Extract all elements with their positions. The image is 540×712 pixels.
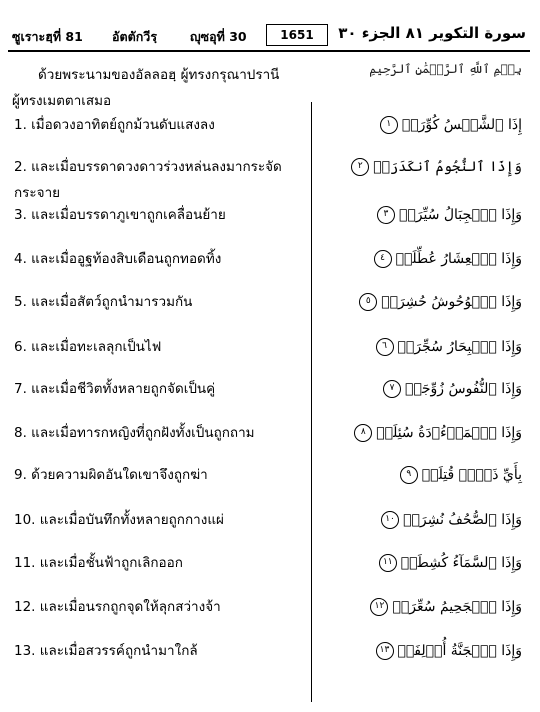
verse-number-marker: ٥ [359, 293, 377, 311]
verse-arabic-text: وَإِذَا ٱلۡجَنَّةُ أُزۡلِفَتۡ [397, 643, 522, 659]
verse-arabic [370, 598, 522, 616]
verse-arabic [379, 554, 522, 572]
page-number: 1651 [266, 24, 328, 46]
verse-arabic [377, 206, 522, 224]
verse-arabic-text: وَإِذَا ٱلۡعِشَارُ عُطِّلَتۡ [395, 251, 522, 267]
verse-arabic [400, 466, 522, 484]
verse-translation: 4. และเมื่ออูฐท้องสิบเดือนถูกทอดทิ้ง [14, 251, 222, 267]
verse-arabic [381, 511, 522, 529]
juz-number-thai: ญุซอุที่ 30 [190, 29, 247, 44]
verse-translation: 8. และเมื่อทารกหญิงที่ถูกฝังทั้งเป็นถูกถาม [14, 425, 255, 441]
verse-arabic [359, 293, 522, 311]
basmala-translation [12, 62, 312, 114]
verse-number-marker: ٤ [374, 250, 392, 268]
verse-number-marker: ٦ [376, 338, 394, 356]
verse-number-marker: ٩ [400, 466, 418, 484]
page-header [8, 20, 530, 52]
verse-arabic-text: إِذَا ٱلشَّمۡسُ كُوِّرَتۡ [401, 117, 522, 133]
surah-header-arabic: سورة التكوير ٨١ الجزء ٣٠ [338, 24, 526, 42]
basmala-translation-line2: ผู้ทรงเมตตาเสมอ [12, 93, 112, 109]
verse-arabic [376, 338, 522, 356]
verse-arabic-text: وَإِذَا ٱلۡبِحَارُ سُجِّرَتۡ [397, 339, 522, 355]
verse-arabic-text: وَإِذَا ٱلنُّجُومُ ٱنكَدَرَتۡ [373, 159, 522, 175]
verse-translation-line2: กระจาย [14, 185, 61, 201]
verse-translation: 6. และเมื่อทะเลลุกเป็นไฟ [14, 339, 162, 355]
surah-name-thai: อัตตักวีรฺ [112, 29, 158, 44]
verse-arabic [380, 116, 522, 134]
verse-translation-line1: 2. และเมื่อบรรดาดวงดาวร่วงหล่นลงมากระจัด [14, 159, 282, 175]
verse-number-marker: ١ [380, 116, 398, 134]
verse-arabic-text: وَإِذَا ٱلۡجِبَالُ سُيِّرَتۡ [398, 207, 522, 223]
basmala-arabic: بِسۡمِ ٱللَّهِ ٱلرَّحۡمَٰنِ ٱلرَّحِيمِ [369, 62, 522, 76]
basmala-translation-line1: ด้วยพระนามของอัลลอฮฺ ผู้ทรงกรุณาปรานี [38, 67, 280, 83]
verse-arabic [376, 642, 523, 660]
verse-arabic-text: وَإِذَا ٱلۡجَحِيمُ سُعِّرَتۡ [392, 599, 522, 615]
verse-translation: 5. และเมื่อสัตว์ถูกนำมารวมกัน [14, 294, 193, 310]
verse-arabic [351, 158, 522, 176]
verse-arabic-text: وَإِذَا ٱلصُّحُفُ نُشِرَتۡ [403, 512, 522, 528]
verse-translation: 7. และเมื่อชีวิตทั้งหลายถูกจัดเป็นคู่ [14, 381, 216, 397]
verse-number-marker: ٣ [377, 206, 395, 224]
verse-number-marker: ١٠ [381, 511, 399, 529]
verse-translation: 10. และเมื่อบันทึกทั้งหลายถูกกางแผ่ [14, 512, 224, 528]
verse-number-marker: ١١ [379, 554, 397, 572]
verse-arabic [374, 250, 522, 268]
verse-number-marker: ٢ [351, 158, 369, 176]
verse-arabic-text: بِأَيِّ ذَنۢبٖ قُتِلَتۡ [421, 467, 522, 483]
verse-arabic [354, 424, 522, 442]
verse-translation [14, 154, 306, 206]
verse-translation: 13. และเมื่อสวรรค์ถูกนำมาใกล้ [14, 643, 198, 659]
verse-translation: 12. และเมื่อนรกถูกจุดให้ลุกสว่างจ้า [14, 599, 221, 615]
verse-translation: 9. ด้วยความผิดอันใดเขาจึงถูกฆ่า [14, 467, 208, 483]
verse-translation: 1. เมื่อดวงอาทิตย์ถูกม้วนดับแสงลง [14, 117, 215, 133]
surah-number-thai: ซูเราะฮฺที่ 81 [12, 29, 83, 44]
verse-translation: 3. และเมื่อบรรดาภูเขาถูกเคลื่อนย้าย [14, 207, 226, 223]
verse-number-marker: ١٣ [376, 642, 394, 660]
verse-arabic-text: وَإِذَا ٱلنُّفُوسُ زُوِّجَتۡ [405, 381, 522, 397]
verse-number-marker: ٧ [383, 380, 401, 398]
verse-arabic-text: وَإِذَا ٱلسَّمَآءُ كُشِطَتۡ [400, 555, 522, 571]
verse-arabic-text: وَإِذَا ٱلۡوُحُوشُ حُشِرَتۡ [381, 294, 522, 310]
column-divider [311, 102, 312, 702]
verse-number-marker: ٨ [354, 424, 372, 442]
verse-number-marker: ١٢ [370, 598, 388, 616]
verse-translation: 11. และเมื่อชั้นฟ้าถูกเลิกออก [14, 555, 183, 571]
verse-arabic-text: وَإِذَا ٱلۡمَوۡءُۥدَةُ سُئِلَتۡ [376, 425, 522, 441]
verse-arabic [383, 380, 522, 398]
